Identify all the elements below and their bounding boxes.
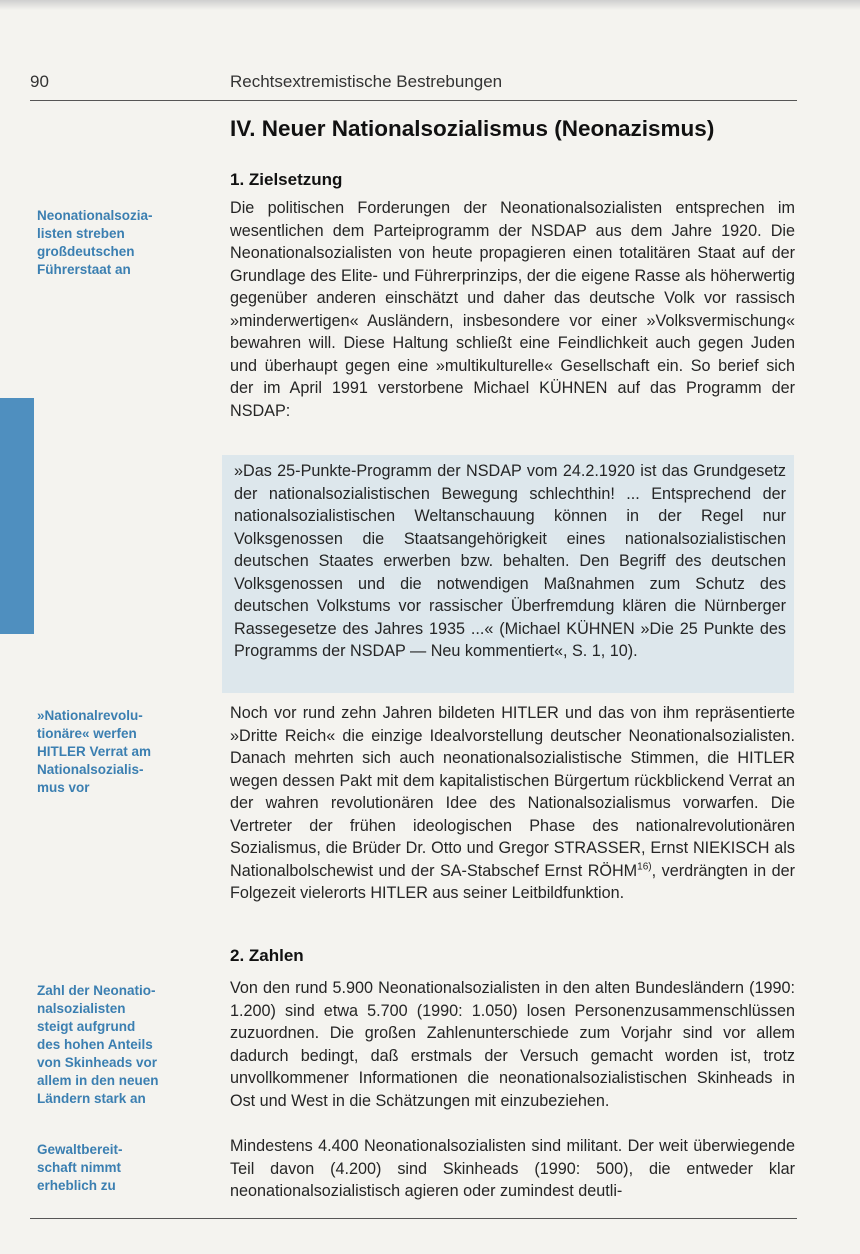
margin-note-fuehrerstaat: Neonationalsozia- listen streben großdeutschen Führerstaat an: [37, 208, 153, 277]
page-number: 90: [30, 72, 49, 91]
page-header: [30, 72, 800, 98]
paragraph-hitler-verrat: [230, 702, 795, 927]
quote-text: »Das 25-Punkte-Programm der NSDAP vom 24.2.1920 ist das Grundgesetz der nationalsozialistischen Bewegung schlechthin! ... Entsprechend der nationalsozialistischen Weltanschauung können in der Regel nur Volksgenossen die Staatsangehörigkeit eines nationalsozialistischen deutschen Staates erwerben bzw. behalten. Den Begriff des deutschen Volksgenossen und die notwendigen Maßnahmen zum Schutz des deutschen Volkstums vor rassischer Überfremdung klären die Nürnberger Rassegesetze des Jahres 1935 ...« (Michael KÜHNEN »Die 25 Punkte des Programms der NSDAP — Neu kommentiert«, S. 1, 10).: [234, 462, 786, 660]
paragraph-zahlen: Von den rund 5.900 Neonationalsozialisten in den alten Bundesländern (1990: 1.200) sind etwa 5.700 (1990: 1.050) losen Personenzusammenschlüssen zuzuordnen. Die großen Zahlenunterschiede zum Vorjahr sind vor allem dadurch bedingt, daß erstmals der Versuch gemacht worden ist, trotz unvollkommener Informationen die neonationalsozialistischen Skinheads in Ost und West in die Schätzungen mit einzubeziehen.: [230, 979, 795, 1110]
subsection-heading-zielsetzung: 1. Zielsetzung: [230, 170, 343, 189]
subsection-heading-zahlen: 2. Zahlen: [230, 946, 304, 965]
paragraph-zielsetzung: Die politischen Forderungen der Neonationalsozialisten entsprechen im wesentlichen dem Parteiprogramm der NSDAP aus dem Jahre 1920. Die Neonationalsozialisten von heute propagieren einen totalitären Staat auf der Grundlage des Elite- und Führerprinzips, der die eigene Rasse als höherwertig gegenüber anderen einschätzt und daher das deutsche Volk vor rassisch »minderwertigen« Ausländern, insbesondere vor einer »Volksvermischung« bewahren will. Diese Haltung schließt eine Feindlichkeit auch gegen Juden und überhaupt gegen eine »multikulturelle« Gesellschaft ein. So berief sich der im April 1991 verstorbene Michael KÜHNEN auf das Programm der NSDAP:: [230, 199, 795, 420]
quote-box: [222, 455, 794, 693]
chapter-color-tab: [0, 398, 34, 634]
scan-top-shade: [0, 0, 860, 10]
margin-note-zahl-neonazis: Zahl der Neonatio- nalsozialisten steigt aufgrund des hohen Anteils von Skinheads vor allem in den neuen Ländern stark an: [37, 983, 159, 1106]
running-title: Rechtsextremistische Bestrebungen: [230, 72, 503, 91]
footer-rule: [30, 1218, 797, 1219]
paragraph-hitler-verrat-end: , verdrängten in der Folgezeit vielerorts HITLER aus seiner Leitbildfunktion.: [230, 861, 795, 902]
section-title: IV. Neuer Nationalsozialismus (Neonazismus): [230, 116, 715, 141]
header-rule: [30, 100, 797, 101]
footnote-reference: 16): [637, 861, 652, 873]
margin-note-nationalrevolutionaere: »Nationalrevolu- tionäre« werfen HITLER Verrat am Nationalsozialis- mus vor: [37, 708, 152, 795]
paragraph-militant: Mindestens 4.400 Neonationalsozialisten sind militant. Der weit überwiegende Teil davon (4.200) sind Skinheads (1990: 500), die entweder klar neonationalsozialistisch agieren oder zumindest deutli-: [230, 1137, 795, 1200]
margin-note-gewaltbereitschaft: Gewaltbereit- schaft nimmt erheblich zu: [37, 1142, 123, 1193]
paragraph-hitler-verrat-text: Noch vor rund zehn Jahren bildeten HITLER und das von ihm repräsentierte »Dritte Reich« die einzige Idealvorstellung deutscher Neonationalsozialisten. Danach mehrten sich auch neonationalsozialistische Stimmen, die HITLER wegen dessen Pakt mit dem kapitalistischen Bürgertum rückblickend Verrat an der wahren revolutionären Idee des Nationalsozialismus vorwarfen. Die Vertreter der frühen ideologischen Phase des nationalrevolutionären Sozialismus, die Brüder Dr. Otto und Gregor STRASSER, Ernst NIEKISCH als Nationalbolschewist und der SA-Stabschef Ernst RÖHM: [230, 704, 795, 880]
